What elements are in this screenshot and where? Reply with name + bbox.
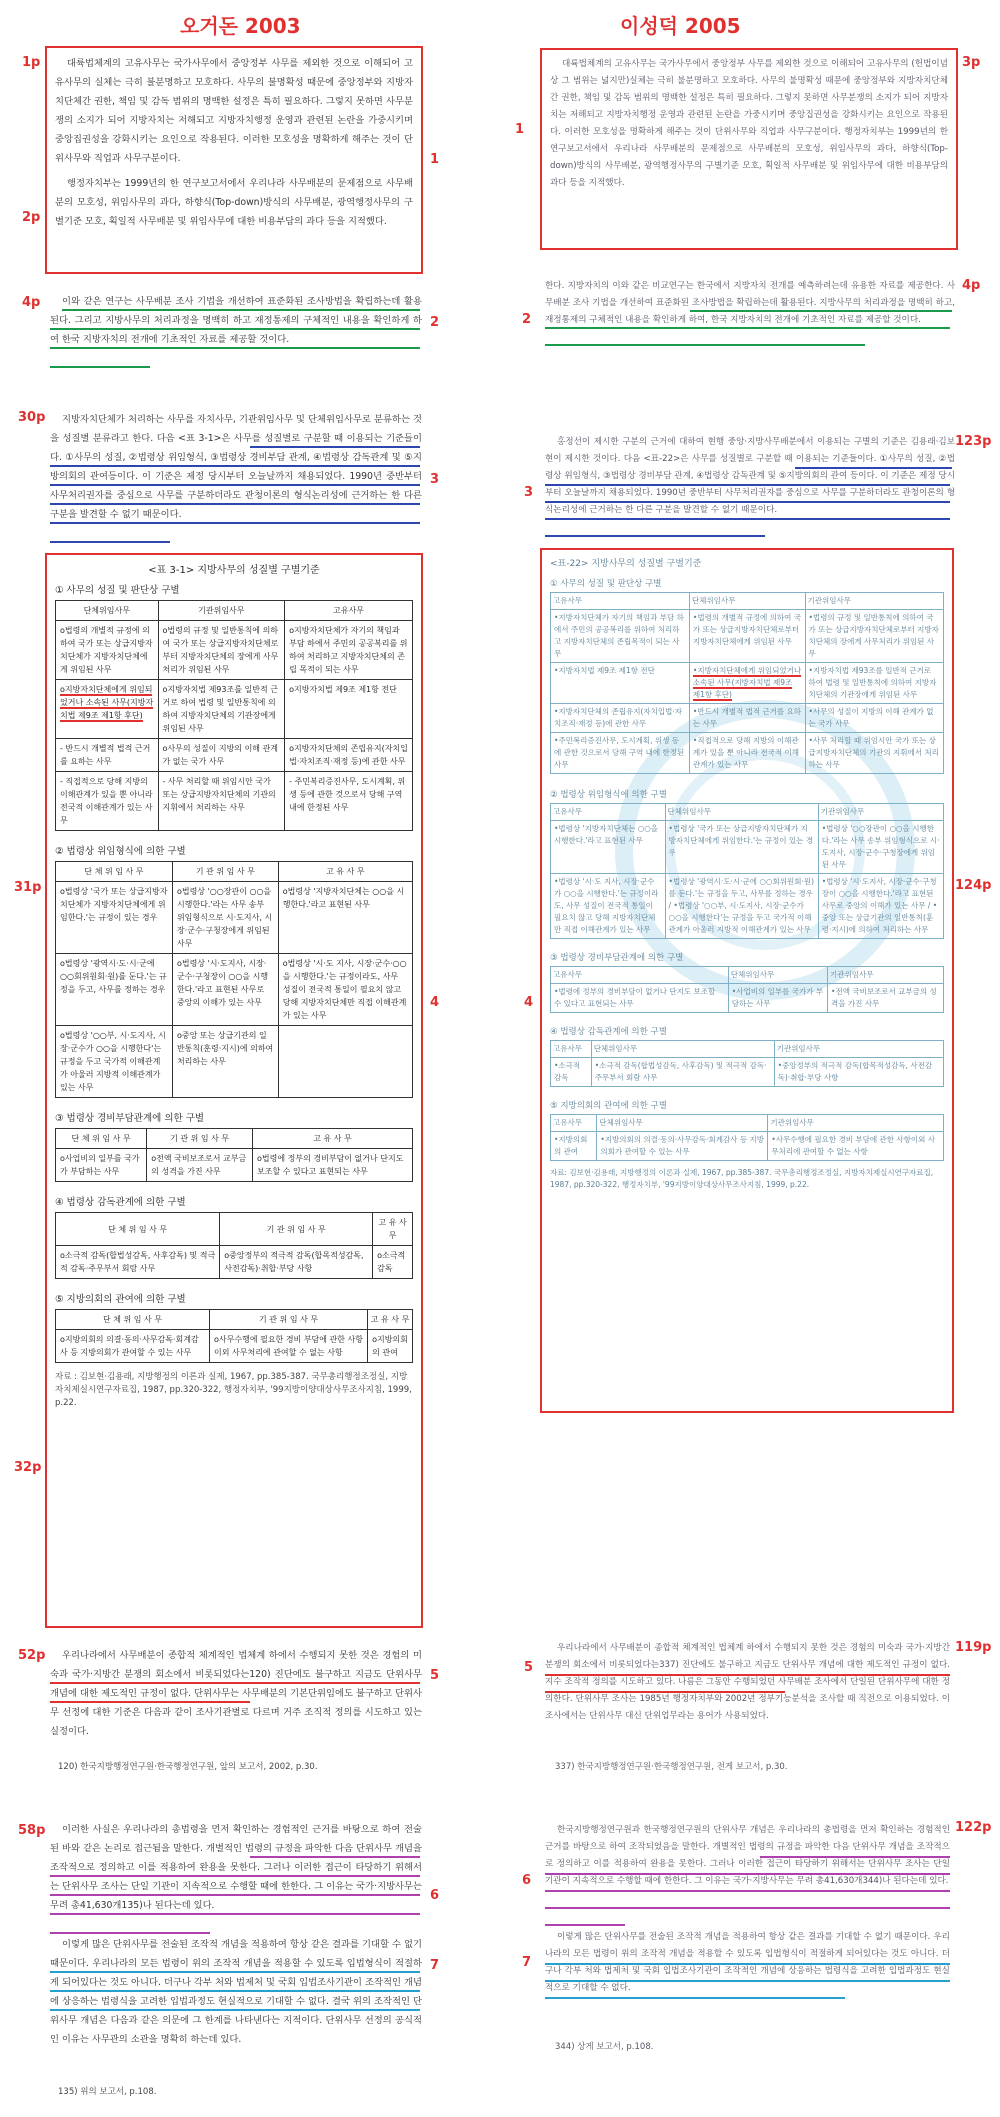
right-s1-title: ① 사무의 성질 및 판단상 구별 <box>550 579 662 589</box>
right-s3-table: 고유사무 단체위임사무 기관위임사무 •법령에 정부의 경비부담이 없거나 단지도 보조할 수 있다고 표현되는 사무 •사업비의 일부를 국가가 부담하는 사무 •전액 국비보조로서 교부금의 성격을 가진 사무 <box>550 966 944 1013</box>
left-p30: 지방자치단체가 처리하는 사무를 자치사무, 기관위임사무 및 단체위임사무로 분류하는 것을 성질별 분류라고 한다. 다음 <표 3-1>은 사무를 성질별로 구분할 때 이용되는 기준들이다. ①사무의 성질, ②법령상 위임형식, ③법령상 경비부담 관계, ④법령상 감독관계 및 ⑤지방의회의 관여등이다. 이 기준은 제정 당시부터 오늘날까지 채용되었다. 1990년 중반부터 사무처리권자를 중심으로 사무를 구분하더라도 관청이론의 형식논리성에 근거하는 한 다른 구분을 발견할 수 없기 때문이다. <box>50 414 422 520</box>
left-header: 오거돈 2003 <box>180 14 301 38</box>
marker-5-right: 5 <box>524 1660 534 1675</box>
right-table-source: 자료: 김보현·김용래, 지방행정의 이론과 실제, 1967, pp.385-387. 국무총리행정조정실, 지방자치제실시연구자료집, 1987, pp.320-322, 행정자치부, '99지방이양대상사무조사지침, 1999, p.22. <box>550 1168 934 1189</box>
marker-3-right: 3 <box>524 485 534 500</box>
left-s4-title: ④ 법령상 감독관계에 의한 구별 <box>55 1197 186 1208</box>
left-table-title: <표 3-1> 지방사무의 성질별 구별기준 <box>148 565 320 576</box>
left-p1: 대륙법체계의 고유사무는 국가사무에서 중앙정부 사무를 제외한 것으로 이해되어 고유사무의 실체는 극히 불분명하고 모호하다. 사무의 불명확성 때문에 중앙정부와 지방자치단체간 권한, 책임 및 감독 범위의 명백한 설정은 특히 필요하다. 그렇지 못하면 사무분쟁의 소지가 되어 지방자치는 저해되고 지방자치행정 운영과 관련된 논란을 가중시키며 중앙집권성을 강화시키는 요인으로 작용된다. 이러한 모호성을 명확하게 해주는 것이 단위사무와 직업과 사무구분이다. <box>55 58 413 164</box>
right-p4: 한다. 지방자치의 이와 같은 비교연구는 한국에서 지방자치 전개를 예측하려는데 유용한 자료를 제공한다. 사무배분 조사 기법을 개선하여 표준화된 조사방법을 확립하는데 활용된다. 지방사무의 처리과정을 명백히 하고, 재정통제의 구체적인 내용을 확인하게 하여, 한국 지방자치의 전개에 기초적인 자료를 제공할 것이다. <box>545 281 955 325</box>
left-p58: 이러한 사실은 우리나라의 총법령을 먼저 확인하는 경험적인 근거를 바탕으로 하여 전술된 바와 같은 논리로 접근됨을 말한다. 개별적인 법령의 규정을 파악한 다음 단위사무 개념을 조작적으로 정의하고 이를 적용하여 완용을 못한다. 그러나 이러한 접근이 타당하기 위해서는 단위사무 조사는 단일 기관이 지속적으로 수행할 때에 한한다. 그 이유는 국가·지방사무는 무려 총41,630개135)나 된다는데 있다. <box>50 1824 422 1911</box>
table-row: •지방의회의 관여 •지방의회의 의결·동의·사무감독·회계감사 등 지방의회가 관여할 수 있는 사무 •사무수행에 필요한 경비 부담에 관한 사항이외 사무처리에 관여할 수 없는 사항 <box>551 1132 944 1161</box>
right-s4-table: 고유사무 단체위임사무 기관위임사무 •소극적 감독 •소극적 감독(합법성감독, 사후감독) 및 적극적 감독·주무부서 회람 사무 •중앙정부의 적극적 감독(합목적성감독, 사전감독)·취합·부당 사항 <box>550 1040 944 1087</box>
marker-2-left: 2 <box>430 315 440 330</box>
table-row: •주민복리증진사무, 도시계획, 위생 등에 관한 것으로서 당해 구역 내에 한정된 사무 •직접적으로 당해 지방의 이해관계가 있을 뿐 아니라 전국적 이해관계가 있는 사무 •사무 처리할 때 위임시안 국가 또는 상급지방자치단체의 기관의 지휘에서 처리하는 사무 <box>551 733 944 774</box>
right-table-box <box>540 548 954 1413</box>
left-p52: 우리나라에서 사무배분이 종합적 체계적인 법체계 하에서 수행되지 못한 것은 경험의 미숙과 국가·지방간 분쟁의 회소에서 비롯되었다는120) 진단에도 불구하고 지금도 단위사무 개념에 대한 제도적인 규정이 없다. 단위사무는 사무배분의 기본단위임에도 불구하고 단위사무 선정에 대한 기준은 다음과 같이 조사기관별로 다르며 거주 조직적 정의를 시도하고 있는 실정이다. <box>50 1650 422 1737</box>
marker-6-left: 6 <box>430 1888 440 1903</box>
page-label-l31: 31p <box>14 880 42 895</box>
right-table-title: <표-22> 지방사무의 성질별 구별기준 <box>550 559 702 569</box>
right-s3-title: ③ 법령상 경비부담관계에 의한 구별 <box>550 953 684 963</box>
marker-7-right: 7 <box>522 1955 532 1970</box>
left-s5-table: 단 체 위 임 사 무 기 관 위 임 사 무 고 유 사 무 o지방의회의 의결·동의·사무감독·회계감사 등 지방의회가 관여할 수 있는 사무 o사무수행에 필요한 경비 부담에 관한 사항이외 사무처리에 관여할 수 없는 사항 o지방의회의 관여 <box>55 1309 413 1363</box>
left-table-source: 자료 : 김보현·김용래, 지방행정의 이론과 실제, 1967, pp.385-387. 국무총리행정조정실, 지방자치제실시연구자료집, 1987, pp.320-322, 행정자치부, '99지방이양대상사무조사지침, 1999, p.22. <box>55 1372 412 1408</box>
page-label-r3: 3p <box>962 55 981 70</box>
table-row: o법령상 '국가 또는 상급지방자치단체가 지방자치단체에게 위임한다.'는 규정이 있는 경우 o법령상 '○○장관이 ○○을 시행한다.'라는 사무 송부 위임형식으로 시·도지사, 시장·군수·구청장에게 위임된 사무 o법령상 '지방자치단체는 ○○을 시행한다.'라고 표현된 사무 <box>56 882 413 954</box>
marker-1-left: 1 <box>430 152 440 167</box>
table-row: - 직접적으로 당해 지방의 이해관계가 있을 뿐 아니라 전국적 이해관계가 있는 사무 - 사무 처리할 때 위임시안 국가 또는 상급지방자치단체의 기관의 지휘에서 처리하는 사무 - 주민복리증진사무, 도시계획, 위생 등에 관한 것으로서 당해 구역 내에 한정된 사무 <box>56 772 413 831</box>
page-label-l52: 52p <box>18 1648 46 1663</box>
right-block-1-box <box>540 48 958 250</box>
left-fn135: 135) 위의 보고서, p.108. <box>58 2087 157 2097</box>
right-s2-title: ② 법령상 위임형식에 의한 구별 <box>550 790 667 800</box>
right-fn344: 344) 상게 보고서, p.108. <box>555 2042 654 2052</box>
page-label-l30: 30p <box>18 410 46 425</box>
table-row: - 반드시 개별적 법적 근거를 요하는 사무 o사무의 성질이 지방의 이해 관계가 없는 국가 사무 o지방자치단체의 존립유지(자치입법·자치조직·재정 등)에 관한 사무 <box>56 739 413 772</box>
left-s1-table: 단체위임사무 기관위임사무 고유사무 o법령의 개별적 규정에 의하여 국가 또는 상급지방자치단체가 지방자치단체에게 위임된 사무 o법령의 규정 및 일반통칙에 의하여 국가 또는 상급지방자치단체로부터 지방자치단체의 장에게 사무처리가 위임된 사무 o지방자치단체가 자기의 책임과 부담 하에서 주민의 공공복리를 위하여 처리하고 지방자치단체의 존립 목적이 되는 사무 o지방자치단체에게 위임되었거나 소속된 사무(지방자치법 제9조 제1항 후단) o지방자치법 제93조를 일반적 근거로 하여 법령 및 일반통칙에 의하여 지방자치단체의 기관장에게 위임된 사무 o지방자치법 제9조 제1항 전단 - 반드시 개별적 법적 근거를 요하는 사무 o사무의 성질이 지방의 이해 관계가 없는 국가 사무 o지방자치단체의 존립유지(자치입법·자치조직·재정 등)에 관한 사무 - 직접적으로 당해 지방의 이해관계가 있을 뿐 아니라 전국적 이해관계가 있는 사무 - 사무 처리할 때 위임시안 국가 또는 상급지방자치단체의 기관의 지휘에서 처리하는 사무 - 주민복리증진사무, 도시계획, 위생 등에 관한 것으로서 당해 구역 내에 한정된 사무 <box>55 600 413 831</box>
page-label-r123: 123p <box>955 434 992 449</box>
left-s3-table: 단 체 위 임 사 무 기 관 위 임 사 무 고 유 사 무 o사업비의 일부를 국가가 부담하는 사무 o전액 국비보조로서 교부금의 성격을 가진 사무 o법령에 정부의 경비부담이 없거나 단지도 보조할 수 있다고 표현되는 사무 <box>55 1128 413 1182</box>
right-fn337: 337) 한국지방행정연구원·한국행정연구원, 전게 보고서, p.30. <box>555 1762 788 1772</box>
right-p1: 대륙법체계의 고유사무는 국가사무에서 중앙정부 사무를 제외한 것으로 이해되어 고유사무의 (헌법이념상 그 범위는 넓지만)실체는 극히 불분명하고 모호하다. 사무의 불명확성 때문에 중앙정부와 지방자치단체간 권한, 책임 및 감독 범위의 명백한 설정은 특히 필요하다. 그렇지 못하면 사무분쟁의 소지가 되어 지방자치는 저해되고 지방자치행정 운영과 관련된 논란을 가중시키며 중앙집권성을 강화시키는 요인으로 작용된다. 이러한 모호성을 명확하게 해주는 것이 단위사무와 직업과 사무구분이다. 행정자치부는 1999년의 한 연구보고서에서 우리나라 사무배분의 문제점으로 사무배분의 모호성, 위임사무의 과다, 하향식(Top-down)방식의 사무배분, 광역행정사무의 구별기준 모호, 획일적 사무배분 및 위임사무에 대한 비용부담의 과다 등을 지적했다. <box>550 59 948 188</box>
table-row: o법령상 '○○부, 시·도지사, 시장·군수가 ○○을 시행한다'는 규정을 두고 국가적 이해관계가 아울러 지방적 이해관계가 있는 사무 o중앙 또는 상급기관의 일반통칙(훈령·지시)에 의하여 처리하는 사무 <box>56 1026 413 1098</box>
marker-3-left: 3 <box>430 472 440 487</box>
left-s5-title: ⑤ 지방의회의 관여에 의한 구별 <box>55 1294 186 1305</box>
marker-1-right: 1 <box>515 122 525 137</box>
right-s5-title: ⑤ 지방의회의 관여에 의한 구별 <box>550 1101 667 1111</box>
table-row: •법령상 '지방자치단체는 ○○을 시행한다.'라고 표현된 사무 •법령상 '국가 또는 상급지방자치단체가 지방자치단체에게 위임한다.'는 규정이 있는 경우 •법령상 '○○장관이 ○○을 시행한다.'라는 사무 송부 위임형식으로 시·도지사, 시장·군수·구청장에게 위임된 사무 <box>551 821 944 874</box>
table-row: •소극적 감독 •소극적 감독(합법성감독, 사후감독) 및 적극적 감독·주무부서 회람 사무 •중앙정부의 적극적 감독(합목적성감독, 사전감독)·취합·부당 사항 <box>551 1058 944 1087</box>
right-p119: 우리나라에서 사무배분이 종합적 체계적인 법체계 하에서 수행되지 못한 것은 경험의 미숙과 국가·지방간 분쟁의 회소에서 비롯되었다는337) 진단에도 불구하고 지금도 단위사무 개념에 대한 제도적인 규정이 없다. 지수 조작적 정의를 시도하고 있다. 나름은 그동안 수행되었던 사무배분 조사에서 단일된 단위사무에 대한 정의한다. 단위사무 조사는 1985년 행정자치부와 2002년 정부기능분석을 조사할 때 직전으로 이용되었다. 이 조사에서는 단위사무 대신 단위업무라는 용어가 사용되었다. <box>545 1643 950 1721</box>
marker-6-right: 6 <box>522 1873 532 1888</box>
left-s4-table: 단 체 위 임 사 무 기 관 위 임 사 무 고 유 사 무 o소극적 감독(합법성감독, 사후감독) 및 적극적 감독·주무부서 회람 사무 o중앙정부의 적극적 감독(합목적성감독, 사전감독)·취합·부당 사항 o소극적 감독 <box>55 1212 413 1279</box>
right-s5-table: 고유사무 단체위임사무 기관위임사무 •지방의회의 관여 •지방의회의 의결·동의·사무감독·회계감사 등 지방의회가 관여할 수 있는 사무 •사무수행에 필요한 경비 부담에 관한 사항이외 사무처리에 관여할 수 없는 사항 <box>550 1114 944 1161</box>
page-label-l1: 1p <box>22 55 41 70</box>
table-row: o지방자치단체에게 위임되었거나 소속된 사무(지방자치법 제9조 제1항 후단) o지방자치법 제93조를 일반적 근거로 하여 법령 및 일반통칙에 의하여 지방자치단체의 기관장에게 위임된 사무 o지방자치법 제9조 제1항 전단 <box>56 680 413 739</box>
left-p58b: 이렇게 많은 단위사무를 전술된 조작적 개념을 적용하여 항상 같은 결과를 기대할 수 없기 때문이다. 우리나라의 모든 법령이 위의 조작적 개념을 적용할 수 있도록 입법형식이 적절하게 되어있다는 것도 아니다. 더구나 각부 처와 법제처 및 국회 입법조사기관이 조작적인 개념에 상응하는 법령식을 고려한 입법과정도 현실적으로 기대할 수 없다. 결국 위의 조작적인 단위사무 개념은 다음과 같은 의문에 그 한계를 나타낸다는 지적이다. 단위사무 선정의 공식적인 이유는 사무관의 소관을 명확히 하는데 있다. <box>50 1939 422 2045</box>
left-p2: 행정자치부는 1999년의 한 연구보고서에서 우리나라 사무배분의 문제점으로 사무배분의 모호성, 위임사무의 과다, 하향식(Top-down)방식의 사무배분, 광역행정사무의 구별기준 모호, 획일적 사무배분 및 위임사무에 대한 비용부담의 과다 등을 지적했다. <box>55 178 413 227</box>
left-s2-table: 단 체 위 임 사 무 기 관 위 임 사 무 고 유 사 무 o법령상 '국가 또는 상급지방자치단체가 지방자치단체에게 위임한다.'는 규정이 있는 경우 o법령상 '○○장관이 ○○을 시행한다.'라는 사무 송부 위임형식으로 시·도지사, 시장·군수·구청장에게 위임된 사무 o법령상 '지방자치단체는 ○○을 시행한다.'라고 표현된 사무 o법령상 '광역시·도·시·군에 ○○회위원회·원)를 둔다.'는 규정을 두고, 사무를 정하는 경우 o법령상 '시·도지사, 시장·군수·구청장이 ○○을 시행한다.'라고 표현된 사무로 중앙의 이해가 있는 사무 o법령상 '시·도 지사, 시장·군수·○○을 시행한다.'는 규정이라도, 사무 성질이 전국적 통일이 필요치 않고 당해 지방자치단체만 직접 이해관계가 있는 사무 o법령상 '○○부, 시·도지사, 시장·군수가 ○○을 시행한다'는 규정을 두고 국가적 이해관계가 아울러 지방적 이해관계가 있는 사무 o중앙 또는 상급기관의 일반통칙(훈령·지시)에 의하여 처리하는 사무 <box>55 861 413 1098</box>
marker-5-left: 5 <box>430 1668 440 1683</box>
page-label-r124: 124p <box>955 878 992 893</box>
table-row: •법령상 '시·도 지사, 시장·군수가 ○○을 시행한다.'는 규정이라도, 사무 성질이 전국적 통일이 필요치 않고 당해 지방자치단체만 직접 이해관계가 있는 사무 •법령상 '광역시·도·시·군에 ○○회위원회·원)를 둔다.'는 규정을 두고, 사무를 정하는 경우 / •법령상 '○○부, 시·도지사, 시장·군수가 ○○을 시행한다'는 규정을 두고 국가적 이해관계가 아울러 지방적 이해관계가 있는 사무 •법령상 '시·도지사, 시장·군수·구청장이 ○○을 시행한다.'라고 표현된 사무로 중앙의 이해가 있는 사무 / •중앙 또는 상급기관의 일반통칙(훈령·지시)에 의하여 처리하는 사무 <box>551 874 944 939</box>
table-row: o지방의회의 의결·동의·사무감독·회계감사 등 지방의회가 관여할 수 있는 사무 o사무수행에 필요한 경비 부담에 관한 사항이외 사무처리에 관여할 수 없는 사항 o지방의회의 관여 <box>56 1330 413 1363</box>
left-block-1-box <box>45 46 423 274</box>
right-p123: 홍정선이 제시한 구분의 근거에 대하여 현행 중앙·지방사무배분에서 이용되는 구별의 기준은 김용래·김보현이 제시한 것이다. 다음 <표-22>은 사무를 성질별로 구분할 때 이용되는 기준들이다. ①사무의 성질, ②법령상 위임형식, ③법령상 경비부담 관계, ④법령상 감독관계 및 ⑤지방의회의 관여 등이다. 이 기준은 제정 당시부터 오늘날까지 채용되었다. 1990년 중반부터 사무처리권자를 중심으로 사무를 구분하더라도 관청이론의 형식논리성에 근거하는 한 다른 구분을 발견할 수 없기 때문이다. <box>545 437 955 515</box>
page-label-l32: 32p <box>14 1460 42 1475</box>
marker-4-right: 4 <box>524 995 534 1010</box>
table-row: o소극적 감독(합법성감독, 사후감독) 및 적극적 감독·주무부서 회람 사무 o중앙정부의 적극적 감독(합목적성감독, 사전감독)·취합·부당 사항 o소극적 감독 <box>56 1246 413 1279</box>
left-table-box <box>45 553 423 1628</box>
page-label-l2: 2p <box>22 210 41 225</box>
left-s3-title: ③ 법령상 경비부담관계에 의한 구별 <box>55 1113 205 1124</box>
left-p4: 이와 같은 연구는 사무배분 조사 기법을 개선하여 표준화된 조사방법을 확립하는데 활용된다. 그리고 지방사무의 처리과정을 명백히 하고 재정통제의 구체적인 내용을 확인하게 하여 한국 지방자치의 전개에 기초적인 자료를 제공할 것이다. <box>50 296 422 345</box>
left-s2-title: ② 법령상 위임형식에 의한 구별 <box>55 846 186 857</box>
left-s1-title: ① 사무의 성질 및 판단상 구별 <box>55 585 180 596</box>
right-p122: 한국지방행정연구원과 한국행정연구원의 단위사무 개념은 우리나라의 총법령을 먼저 확인하는 경험적인 근거를 바탕으로 하여 조작되었음을 말한다. 개별적인 법령의 규정을 파악한 다음 단위사무 개념을 조작적으로 정의하고 이를 적용하여 완용을 못한다. 그러나 이러한 접근이 타당하기 위해서는 단위사무 조사는 단일 기관이 지속적으로 수행할 때에 한한다. 그 이유는 국가·지방사무는 무려 총41,630개344)나 된다는데 있다. <box>545 1825 950 1886</box>
page-label-l58: 58p <box>18 1823 46 1838</box>
table-row: •지방자치단체의 존립유지(자치입법·자치조직·재정 등)에 관한 사무 •반드시 개별적 법적 근거를 요하는 사무 •사무의 성질이 지방의 이해 관계가 없는 국가 사무 <box>551 704 944 733</box>
table-row: o법령의 개별적 규정에 의하여 국가 또는 상급지방자치단체가 지방자치단체에게 위임된 사무 o법령의 규정 및 일반통칙에 의하여 국가 또는 상급지방자치단체로부터 지방자치단체의 장에게 사무처리가 위임된 사무 o지방자치단체가 자기의 책임과 부담 하에서 주민의 공공복리를 위하여 처리하고 지방자치단체의 존립 목적이 되는 사무 <box>56 621 413 680</box>
table-row: o법령상 '광역시·도·시·군에 ○○회위원회·원)를 둔다.'는 규정을 두고, 사무를 정하는 경우 o법령상 '시·도지사, 시장·군수·구청장이 ○○을 시행한다.'라고 표현된 사무로 중앙의 이해가 있는 사무 o법령상 '시·도 지사, 시장·군수·○○을 시행한다.'는 규정이라도, 사무 성질이 전국적 통일이 필요치 않고 당해 지방자치단체만 직접 이해관계가 있는 사무 <box>56 954 413 1026</box>
left-fn120: 120) 한국지방행정연구원·한국행정연구원, 앞의 보고서, 2002, p.30. <box>58 1762 318 1772</box>
table-row: •법령에 정부의 경비부담이 없거나 단지도 보조할 수 있다고 표현되는 사무 •사업비의 일부를 국가가 부담하는 사무 •전액 국비보조로서 교부금의 성격을 가진 사무 <box>551 984 944 1013</box>
table-row: •지방자치법 제9조 제1항 전단 •지방자치단체에게 위임되었거나 소속된 사무(지방자치법 제9조 제1항 후단) •지방자치법 제93조를 일반적 근거로 하여 법령 및 일반통칙에 의하여 지방자치단체의 기관장에게 위임된 사무 <box>551 663 944 704</box>
page-label-l4: 4p <box>22 295 41 310</box>
right-s4-title: ④ 법령상 감독관계에 의한 구별 <box>550 1027 667 1037</box>
right-s1-table: 고유사무 단체위임사무 기관위임사무 •지방자치단체가 자기의 책임과 부담 하에서 주민의 공공복리를 위하여 처리하고 지방자치단체의 존립목적이 되는 사무 •법령의 개별적 규정에 의하여 국가 또는 상급지방자치단체로부터 지방자치단체에게 위임된 사무 •법령의 규정 및 일반통칙에 의하여 국가 또는 상급지방자치단체로부터 지방자치단체의 장에게 사무처리가 위임된 사무 •지방자치법 제9조 제1항 전단 •지방자치단체에게 위임되었거나 소속된 사무(지방자치법 제9조 제1항 후단) •지방자치법 제93조를 일반적 근거로 하여 법령 및 일반통칙에 의하여 지방자치단체의 기관장에게 위임된 사무 •지방자치단체의 존립유지(자치입법·자치조직·재정 등)에 관한 사무 •반드시 개별적 법적 근거를 요하는 사무 •사무의 성질이 지방의 이해 관계가 없는 국가 사무 •주민복리증진사무, 도시계획, 위생 등에 관한 것으로서 당해 구역 내에 한정된 사무 •직접적으로 당해 지방의 이해관계가 있을 뿐 아니라 전국적 이해관계가 있는 사무 •사무 처리할 때 위임시안 국가 또는 상급지방자치단체의 기관의 지휘에서 처리하는 사무 <box>550 592 944 774</box>
marker-7-left: 7 <box>430 1958 440 1973</box>
marker-4-left: 4 <box>430 995 440 1010</box>
page-label-r122: 122p <box>955 1820 992 1835</box>
right-header: 이성덕 2005 <box>620 14 741 38</box>
table-row: o사업비의 일부를 국가가 부담하는 사무 o전액 국비보조로서 교부금의 성격을 가진 사무 o법령에 정부의 경비부담이 없거나 단지도 보조할 수 있다고 표현되는 사무 <box>56 1149 413 1182</box>
right-p122b: 이렇게 많은 단위사무를 전술된 조작적 개념을 적용하여 항상 같은 결과를 기대할 수 없기 때문이다. 우리나라의 모든 법령이 위의 조작적 개념을 적용할 수 있도록 입법형식이 적절하게 되어있다는 것도 아니다. 더구나 각부 처와 법제처 및 국회 입법조사기관이 조작적인 개념에 상응하는 법령식을 고려한 입법과정도 현실적으로 기대할 수 없다. <box>545 1932 950 1993</box>
marker-2-right: 2 <box>522 312 532 327</box>
right-s2-table: 고유사무 단체위임사무 기관위임사무 •법령상 '지방자치단체는 ○○을 시행한다.'라고 표현된 사무 •법령상 '국가 또는 상급지방자치단체가 지방자치단체에게 위임한다.'는 규정이 있는 경우 •법령상 '○○장관이 ○○을 시행한다.'라는 사무 송부 위임형식으로 시·도지사, 시장·군수·구청장에게 위임된 사무 •법령상 '시·도 지사, 시장·군수가 ○○을 시행한다.'는 규정이라도, 사무 성질이 전국적 통일이 필요치 않고 당해 지방자치단체만 직접 이해관계가 있는 사무 •법령상 '광역시·도·시·군에 ○○회위원회·원)를 둔다.'는 규정을 두고, 사무를 정하는 경우 / •법령상 '○○부, 시·도지사, 시장·군수가 ○○을 시행한다'는 규정을 두고 국가적 이해관계가 아울러 지방적 이해관계가 있는 사무 •법령상 '시·도지사, 시장·군수·구청장이 ○○을 시행한다.'라고 표현된 사무로 중앙의 이해가 있는 사무 / •중앙 또는 상급기관의 일반통칙(훈령·지시)에 의하여 처리하는 사무 <box>550 803 944 939</box>
page-label-r119: 119p <box>955 1640 992 1655</box>
page-label-r4: 4p <box>962 278 981 293</box>
table-row: •지방자치단체가 자기의 책임과 부담 하에서 주민의 공공복리를 위하여 처리하고 지방자치단체의 존립목적이 되는 사무 •법령의 개별적 규정에 의하여 국가 또는 상급지방자치단체로부터 지방자치단체에게 위임된 사무 •법령의 규정 및 일반통칙에 의하여 국가 또는 상급지방자치단체로부터 지방자치단체의 장에게 사무처리가 위임된 사무 <box>551 610 944 663</box>
